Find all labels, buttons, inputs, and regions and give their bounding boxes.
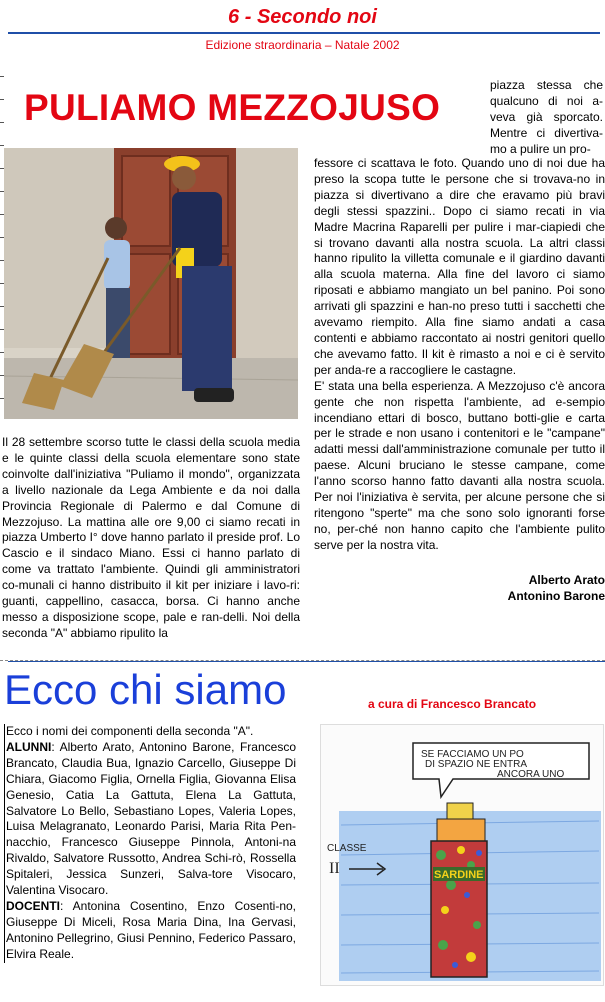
section-headline: Ecco chi siamo [4, 666, 287, 713]
section-byline: a cura di Francesco Brancato [368, 697, 537, 711]
sardine-can-drawing [321, 725, 604, 986]
article-paragraph-2: E' stata una bella esperienza. A Mezzojuso c'è ancora gente che non rispetta l'ambiente, ad e-sempio incendiano ettari di bosco, buttano botti-glie e carta per le strade e non usano i contenitori e le "campane" adatti messi dall'amministrazione comunale per tutto il paese. Alcuni bruciano le stesse campane, come l'anno scorso hanno fatto davanti alla nostra scuola. Per noi l'iniziativa è servita, per alcune persone che si ritengono "sperte" ma che sono solo ignoranti forse no, per-ché non hanno capito che l'ambiente pulito serve per la nostra vita. [314, 378, 605, 552]
speech-line: ANCORA UNO [497, 769, 565, 780]
speech-line: SE FACCIAMO UN PO [421, 749, 524, 760]
edition-subtitle: Edizione straordinaria – Natale 2002 [205, 38, 400, 52]
article-column-left: Il 28 settembre scorso tutte le classi della scuola media e le quinte classi della scuola elementare sono state coinvolte dall'iniziativa "Puliamo il mondo", organizzata a livello nazionale da Lega Ambiente e da noi dalla Provincia Regionale di Palermo e dal Comune di Mezzojuso. La mattina alle ore 9,00 ci siamo recati in piazza Umberto I° dove hanno parlato il preside prof. Lo Cascio e il sindaco Miano. Essi ci hanno parlato di come va trattato l'ambiente. Quindi gli amministratori co-munali ci hanno distribuito il kit per iniziare i lavo-ri: guanti, cappellino, casacca, borsa. Ci hanno anche messo a disposizione scope, pale e ran-delli. Noi della seconda "A" abbiamo ripulito la [2, 435, 300, 640]
teachers-list [6, 899, 296, 963]
author-name: Alberto Arato [528, 573, 605, 587]
students-label: ALUNNI [6, 739, 52, 754]
article-column-right [314, 156, 605, 554]
page-header-title: 6 - Secondo noi [228, 6, 377, 28]
header-rule [8, 32, 600, 34]
class-roster [4, 724, 296, 963]
teachers-names: : Antonina Cosentino, Enzo Cosenti-no, Giuseppe Di Miceli, Rosa Maria Dina, Ina Gervasi, Antonino Pellegrino, Giusi Pennino, Federico Passaro, Elvira Reale. [6, 898, 296, 961]
article-column-right-top: piazza stessa che qualcuno di noi a-veva già sporcato. Mentre ci divertiva-mo a pulire un pro- [490, 78, 603, 156]
cleaning-photo-illustration [4, 148, 298, 419]
teachers-label: DOCENTI [6, 898, 60, 913]
child-drawing [320, 724, 604, 986]
speech-line: DI SPAZIO NE ENTRA [425, 759, 528, 770]
students-list [6, 740, 296, 899]
roster-intro: Ecco i nomi dei componenti della seconda "A". [6, 724, 254, 738]
class-label: CLASSE [327, 843, 367, 854]
article-photo [4, 148, 298, 419]
article-headline: PULIAMO MEZZOJUSO [24, 87, 441, 128]
author-name: Antonino Barone [507, 589, 605, 603]
section-divider-line [8, 661, 605, 662]
students-names: : Alberto Arato, Antonino Barone, Francesco Brancato, Claudia Bua, Ignazio Carcello, Giuseppe Di Chiara, Giacomo Figlia, Ornella Figlia, Giovanna Elisa Genesio, Catia La Gattuta, Elena La Gattuta, Salvatore Lo Bello, Sebastiano Lopes, Valeria Lopes, Luisa Melagranato, Leonardo Parisi, Maria Rita Pen-nacchio, Francesco Giuseppe Pinnola, Antoni-na Rivaldo, Salvatore Russotto, Andrea Schi-rò, Rossella Spitaleri, Jessica Sunzeri, Salva-tore Visocaro, Valentina Visocaro. [6, 739, 296, 898]
article-paragraph-1: fessore ci scattava le foto. Quando uno di noi due ha preso la scopa tutte le persone che si trovava-no in piazza si divertivano a dire che eravamo più bravi degli stessi spazzini.. Dopo ci siamo recati in via Madre Macrina Raparelli per pulire i mar-ciapiedi che si trovano davanti alla nostra scuola. La altri classi hanno ripulito la villetta comunale e il giardino davanti alla scuola materna. Alla fine del lavoro ci siamo riposati e abbiamo mangiato un bel panino. Poi sono arrivati gli spazzini e han-no preso tutti i sacchetti che avevamo riempito. Alla fine siamo andati a casa contenti e abbiamo raccontato ai nostri genitori quello che avevamo fatto. Il kit è rimasto a noi e ci è servito per anda-re a raccogliere le castagne. [314, 156, 605, 377]
class-roman: II [329, 860, 340, 877]
box-label: SARDINE [434, 869, 484, 881]
